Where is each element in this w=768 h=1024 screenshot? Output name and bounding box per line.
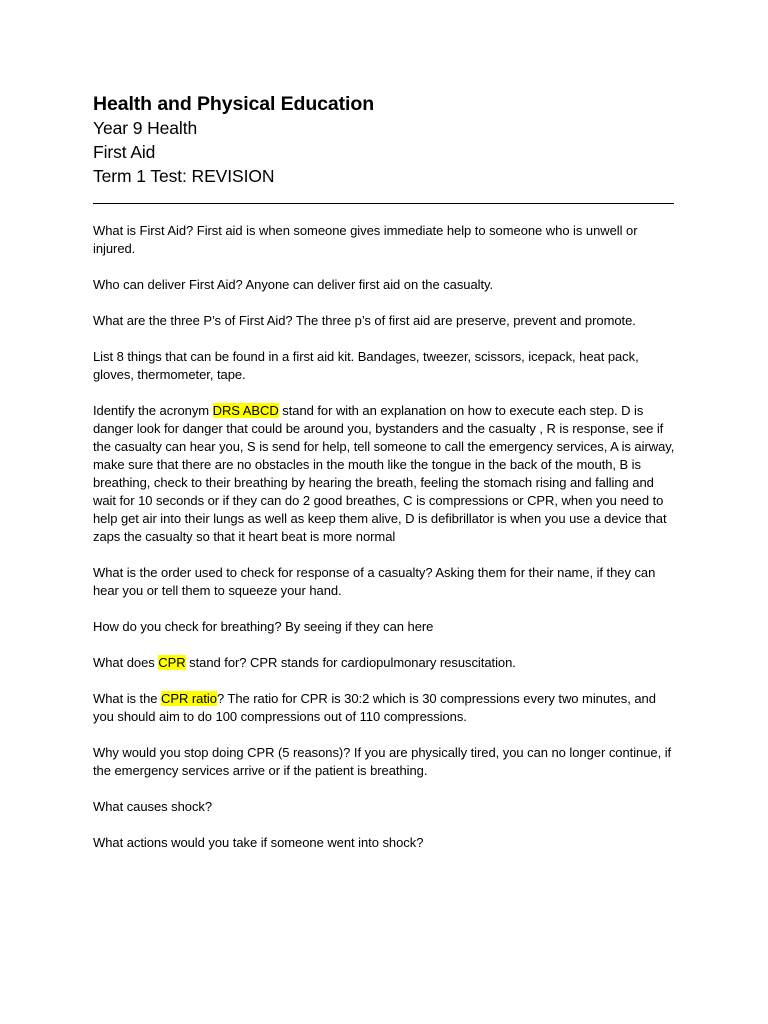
paragraph-text: Who can deliver First Aid? Anyone can deliver first aid on the casualty. [93,277,494,292]
paragraph-text: Identify the acronym [93,403,213,418]
question-drs-abcd [93,402,678,546]
subtitle-topic: First Aid [93,142,156,162]
page-title: Health and Physical Education [93,93,375,115]
question-first-aid [93,222,678,258]
paragraph-text: ? The ratio for CPR is 30:2 which is 30 compressions every two minutes, and you should aim to do 100 compressions out of 110 compressions. [93,691,656,724]
paragraph-text: What are the three P’s of First Aid? The three p’s of first aid are preserve, prevent and promote. [93,313,636,328]
paragraph-text: What is First Aid? First aid is when someone gives immediate help to someone who is unwell or injured. [93,223,638,256]
question-check-breathing [93,618,678,636]
question-stop-cpr [93,744,678,780]
horizontal-divider [93,203,674,204]
highlighted-term: DRS ABCD [212,403,279,418]
paragraph-text: stand for with an explanation on how to execute each step. D is danger look for danger that could be around you, bystanders and the casualty , R is response, see if the casualty can hear you, S is send for help, tell someone to call the emergency services, A is airway, make sure that there are no obstacles in the mouth like the tongue in the back of the mouth, B is breathing, check to their breathing by hearing the breath, feeling the stomach rising and falling and wait for 10 seconds or if they can do 2 good breathes, C is compressions or CPR, when you need to help get air into their lungs as well as keep them alive, D is defibrillator is when you use a device that zaps the casualty so that it heart beat is more normal [93,403,675,544]
paragraph-text: What does [93,655,159,670]
question-cpr-ratio [93,690,678,726]
question-three-ps [93,312,678,330]
paragraph-text: stand for? CPR stands for cardiopulmonary resuscitation. [185,655,516,670]
highlighted-term: CPR ratio [161,691,217,706]
question-who-delivers [93,276,678,294]
document-body [93,222,678,870]
document-header [93,92,693,188]
paragraph-text: What is the order used to check for response of a casualty? Asking them for their name, if they can hear you or tell them to squeeze your hand. [93,565,656,598]
paragraph-text: What actions would you take if someone went into shock? [93,835,424,850]
question-shock-causes [93,798,678,816]
paragraph-text: What is the [93,691,162,706]
paragraph-text: How do you check for breathing? By seeing if they can here [93,619,434,634]
paragraph-text: List 8 things that can be found in a first aid kit. Bandages, tweezer, scissors, icepack, heat pack, gloves, thermometer, tape. [93,349,639,382]
subtitle-test: Term 1 Test: REVISION [93,166,275,186]
paragraph-text: Why would you stop doing CPR (5 reasons)? If you are physically tired, you can no longer continue, if the emergency services arrive or if the patient is breathing. [93,745,672,778]
paragraph-text: What causes shock? [93,799,213,814]
question-shock-actions [93,834,678,852]
question-first-aid-kit [93,348,678,384]
subtitle-year: Year 9 Health [93,118,198,138]
highlighted-term: CPR [158,655,186,670]
question-cpr-meaning [93,654,678,672]
question-response-order [93,564,678,600]
